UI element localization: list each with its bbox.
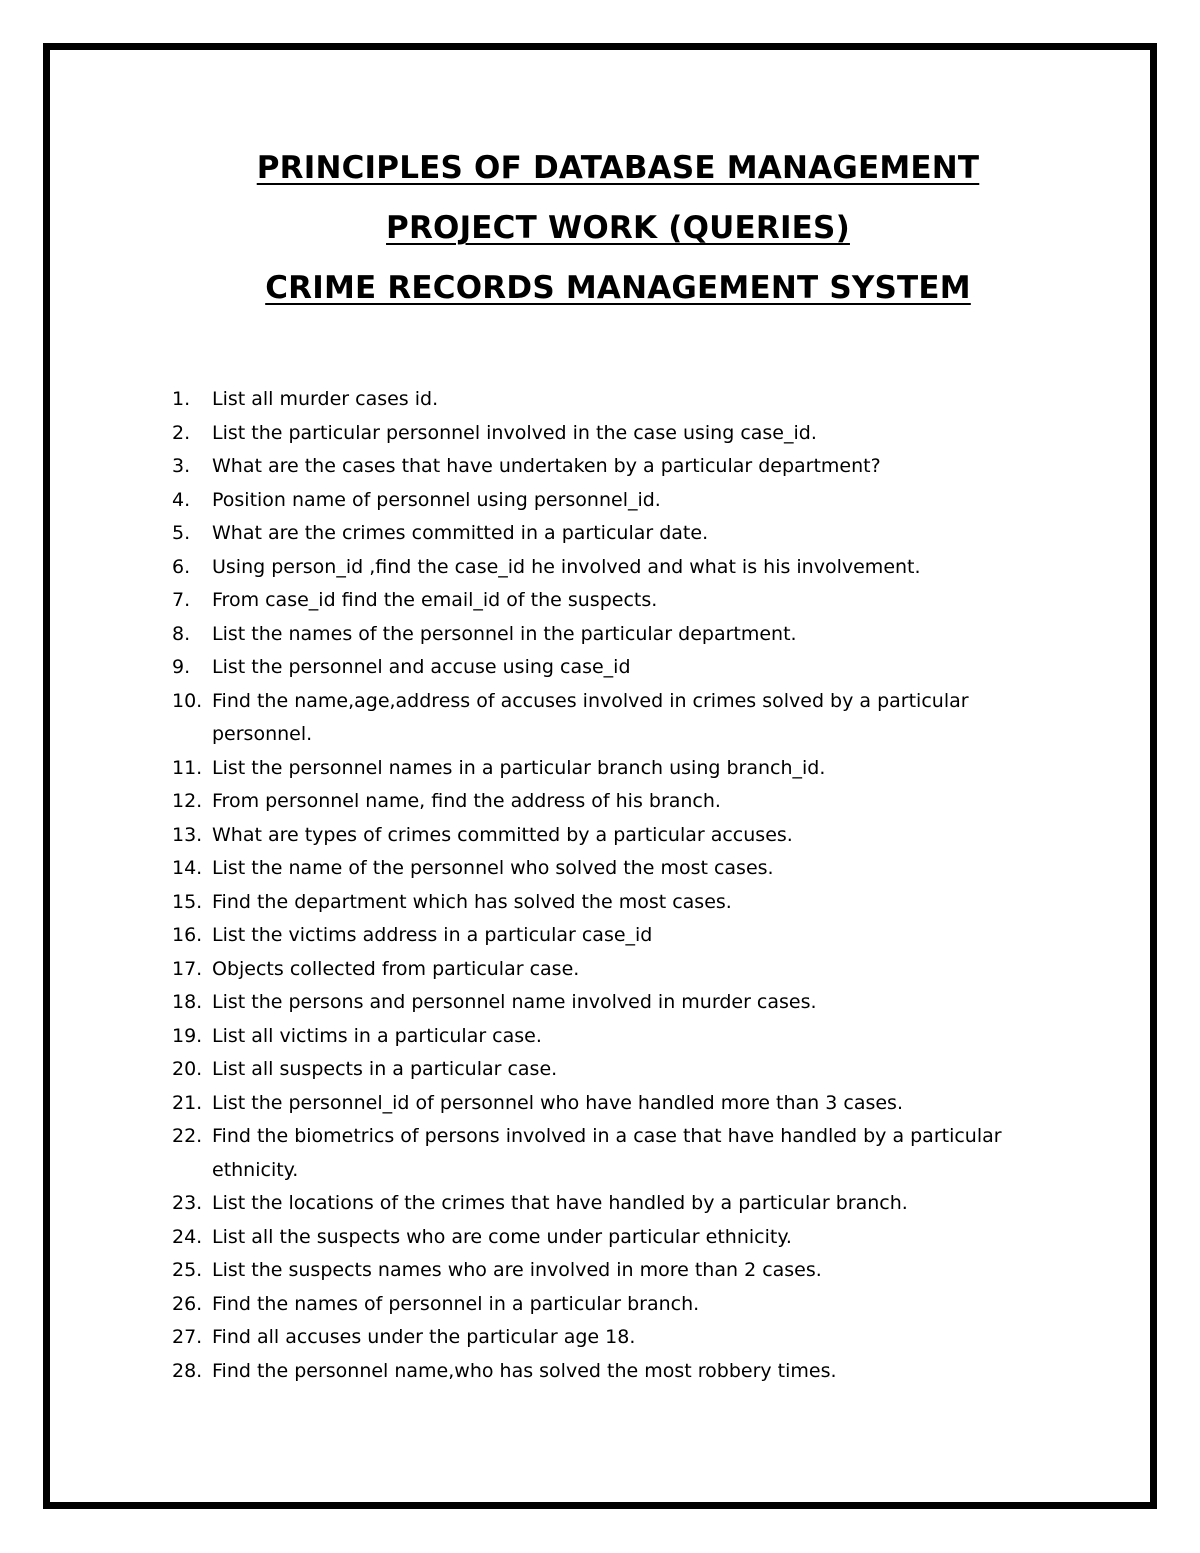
query-number: 26. [172, 1292, 203, 1315]
query-text: List the personnel and accuse using case_id [212, 656, 631, 678]
query-number: 9. [172, 656, 191, 678]
query-text: From case_id find the email_id of the suspects. [212, 589, 658, 611]
query-text: List the persons and personnel name involved in murder cases. [212, 991, 817, 1013]
query-text: List all suspects in a particular case. [212, 1058, 558, 1080]
query-text: Find the department which has solved the most cases. [212, 890, 732, 913]
query-item [172, 618, 1052, 652]
query-text: List the personnel names in a particular branch using branch_id. [212, 756, 826, 779]
query-item [172, 1187, 1052, 1221]
query-item [172, 1321, 1052, 1355]
query-text: Find the personnel name,who has solved the most robbery times. [212, 1359, 837, 1382]
query-text: List the victims address in a particular case_id [212, 924, 653, 946]
query-number: 8. [172, 622, 191, 645]
query-number: 27. [172, 1326, 203, 1348]
query-item [172, 651, 1052, 685]
query-item [172, 919, 1052, 953]
query-item [172, 1087, 1052, 1121]
query-number: 25. [172, 1259, 203, 1281]
query-number: 23. [172, 1192, 203, 1214]
query-number: 14. [172, 857, 203, 879]
query-item [172, 517, 1052, 551]
query-item [172, 450, 1052, 484]
query-number: 3. [172, 455, 191, 477]
query-item [172, 1020, 1052, 1054]
query-text: Using person_id ,find the case_id he involved and what is his involvement. [212, 555, 921, 578]
system-title: CRIME RECORDS MANAGEMENT SYSTEM [265, 270, 971, 306]
query-number: 7. [172, 589, 191, 611]
query-number: 17. [172, 957, 203, 980]
query-number: 10. [172, 689, 203, 712]
query-item [172, 1355, 1052, 1389]
query-text: What are the cases that have undertaken by a particular department? [212, 455, 881, 477]
query-text: What are the crimes committed in a particular date. [212, 522, 709, 544]
query-text: What are types of crimes committed by a particular accuses. [212, 823, 793, 846]
query-text: Find all accuses under the particular age 18. [212, 1326, 636, 1348]
query-item [172, 484, 1052, 518]
query-item [172, 551, 1052, 585]
query-number: 19. [172, 1024, 203, 1047]
query-number: 15. [172, 890, 203, 913]
query-number: 24. [172, 1225, 203, 1248]
query-text: Find the name,age,address of accuses involved in crimes solved by a particular personnel. [212, 689, 969, 745]
query-item [172, 852, 1052, 886]
query-item [172, 1254, 1052, 1288]
query-number: 4. [172, 488, 191, 511]
query-text: List the locations of the crimes that have handled by a particular branch. [212, 1192, 908, 1214]
query-number: 12. [172, 790, 203, 812]
query-item [172, 417, 1052, 451]
query-text: List all murder cases id. [212, 388, 439, 410]
query-text: Find the names of personnel in a particular branch. [212, 1292, 700, 1315]
project-title: PROJECT WORK (QUERIES) [386, 210, 850, 246]
query-text: List the suspects names who are involved in more than 2 cases. [212, 1259, 822, 1281]
query-number: 1. [172, 388, 191, 410]
query-text: List the names of the personnel in the particular department. [212, 622, 797, 645]
query-text: List the personnel_id of personnel who have handled more than 3 cases. [212, 1091, 903, 1114]
query-number: 11. [172, 756, 203, 779]
query-item [172, 1053, 1052, 1087]
query-text: List all victims in a particular case. [212, 1024, 542, 1047]
query-number: 2. [172, 421, 191, 444]
query-item [172, 953, 1052, 987]
query-number: 5. [172, 522, 191, 544]
query-item [172, 584, 1052, 618]
query-text: From personnel name, find the address of his branch. [212, 790, 721, 812]
query-number: 13. [172, 823, 203, 846]
query-item [172, 752, 1052, 786]
query-text: List the name of the personnel who solved the most cases. [212, 857, 774, 879]
course-title: PRINCIPLES OF DATABASE MANAGEMENT [256, 150, 980, 186]
query-item [172, 1288, 1052, 1322]
query-item [172, 886, 1052, 920]
query-item [172, 685, 1052, 752]
query-item [172, 1120, 1052, 1187]
query-number: 21. [172, 1091, 203, 1114]
query-item [172, 1221, 1052, 1255]
query-number: 20. [172, 1058, 203, 1080]
document-header [43, 138, 1193, 318]
query-list [172, 383, 1052, 1388]
query-text: Position name of personnel using personnel_id. [212, 488, 661, 511]
query-item [172, 819, 1052, 853]
query-number: 18. [172, 991, 203, 1013]
query-number: 16. [172, 924, 203, 946]
query-item [172, 986, 1052, 1020]
query-item [172, 785, 1052, 819]
query-item [172, 383, 1052, 417]
query-number: 22. [172, 1125, 203, 1147]
query-text: List all the suspects who are come under particular ethnicity. [212, 1225, 792, 1248]
query-text: List the particular personnel involved in the case using case_id. [212, 421, 817, 444]
query-text: Objects collected from particular case. [212, 957, 580, 980]
query-text: Find the biometrics of persons involved in a case that have handled by a particular ethnicity. [212, 1125, 1002, 1181]
query-number: 6. [172, 555, 191, 578]
query-number: 28. [172, 1359, 203, 1382]
